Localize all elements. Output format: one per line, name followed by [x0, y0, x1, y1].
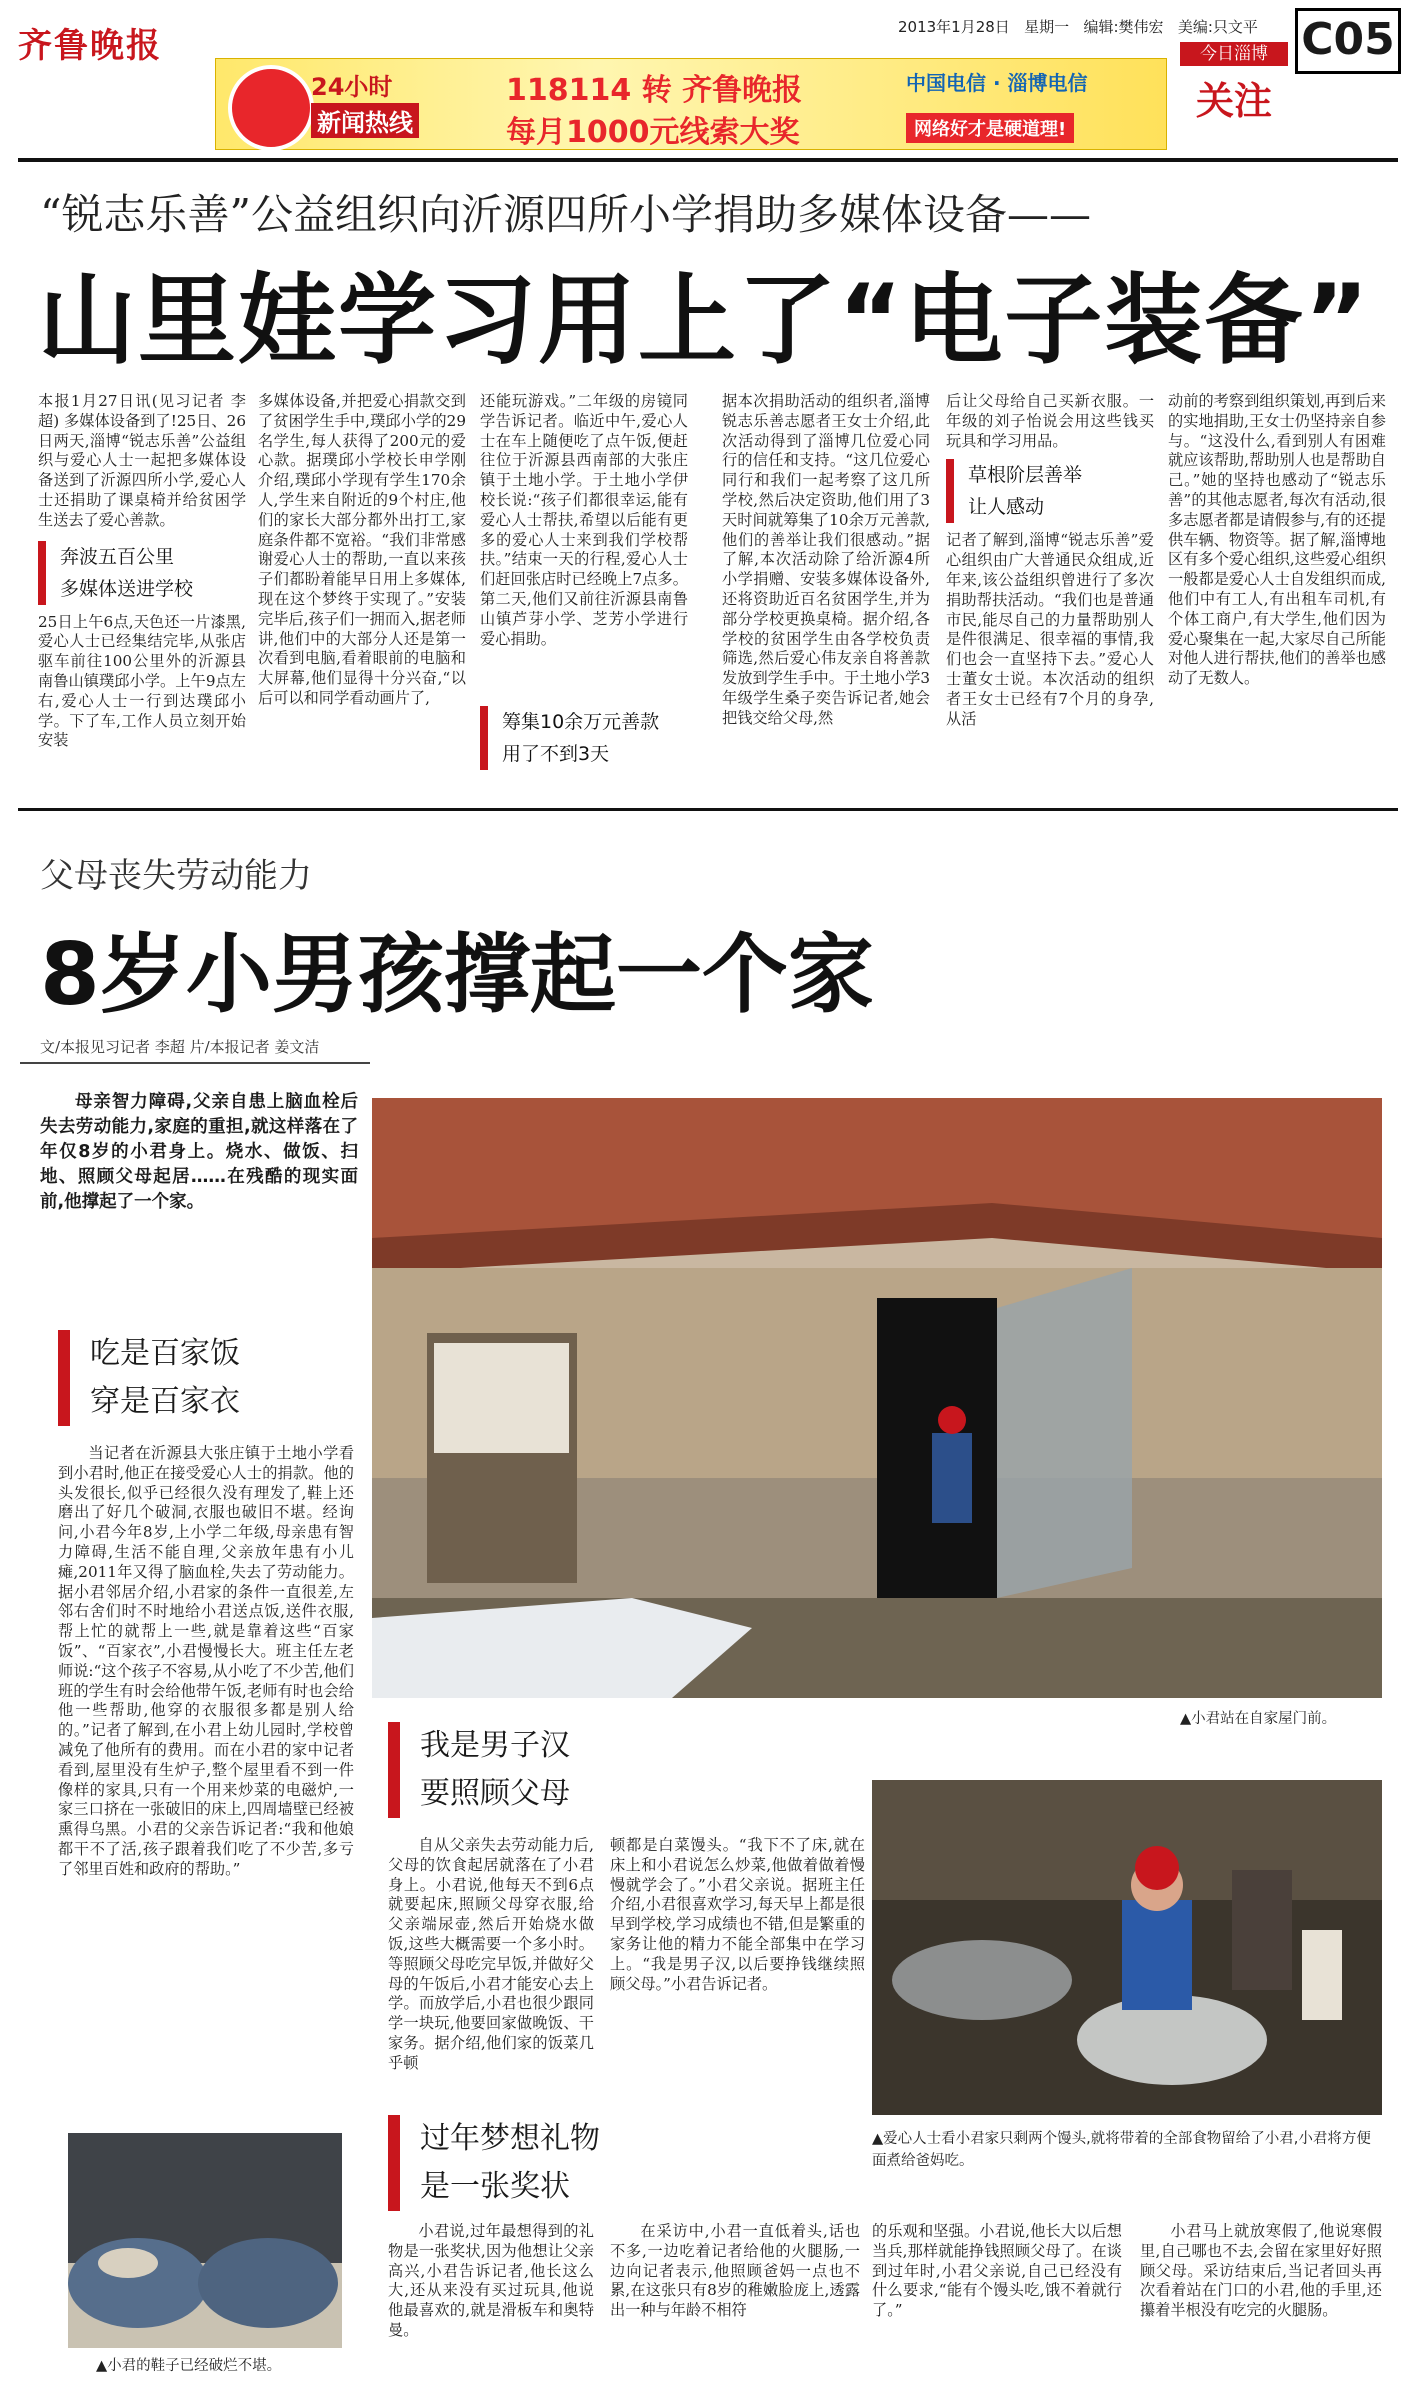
- article2-subhead1-line1: 吃是百家饭: [90, 1336, 240, 1371]
- article1-subhead3-line1: 草根阶层善举: [968, 464, 1083, 487]
- article1-col2: 多媒体设备,并把爱心捐款交到了贫困学生手中,璞邱小学的29名学生,每人获得了200元的爱心款。据璞邱小学校长申学刚介绍,璞邱小学现有学生170余人,学生来自附近的9个村庄,他们的家长大部分都外出打工,家庭条件都不宽裕。“我们非常感谢爱心人士的帮助,一直以来孩子们都盼着能早日用上多媒体,现在这个梦终于实现了。”安装完毕后,孩子们一拥而入,据老师讲,他们中的大部分人还是第一次看到电脑,看着眼前的电脑和大屏幕,他们显得十分兴奋,“以后可以和同学看动画片了,: [258, 392, 466, 707]
- telecom-logo: 中国电信 · 淄博电信: [906, 71, 1088, 95]
- article2-subtitle: 父母丧失劳动能力: [40, 856, 312, 896]
- article1-col3: [480, 392, 688, 770]
- issue-date: 2013年1月28日: [898, 18, 1010, 36]
- article2-subhead1-line2: 穿是百家衣: [90, 1384, 240, 1419]
- article1-col6: 动前的考察到组织策划,再到后来的实地捐助,王女士仍坚持亲自参与。“这没什么,看到别人有困难就应该帮助,帮助别人也是帮助自己。”她的坚持也感动了“锐志乐善”的其他志愿者,每次有活动,很多志愿者都是请假参与,有的还提供车辆、物资等。据了解,淄博地区有多个爱心组织,这些爱心组织一般都是爱心人士自发组织而成,他们中有工人,有出租车司机,有个体工商户,有大学生,他们因为爱心聚集在一起,大家尽自己所能对他人进行帮扶,他们的善举也感动了无数人。: [1168, 392, 1386, 688]
- article2-subhead1: [58, 1330, 340, 1426]
- photo-boy-at-door-illustration: [372, 1098, 1382, 1698]
- column-label: 关注: [1195, 79, 1272, 123]
- banner-prize: 每月1000元线索大奖: [506, 115, 800, 150]
- photo-shoes-caption: ▲小君的鞋子已经破烂不堪。: [96, 2358, 282, 2374]
- article2-headline: 8岁小男孩撑起一个家: [40, 925, 874, 1025]
- photo-boy-caption: ▲小君站在自家屋门前。: [1180, 1711, 1337, 1727]
- page-number: C05: [1295, 8, 1401, 74]
- article2-left-col: 当记者在沂源县大张庄镇于土地小学看到小君时,他正在接受爱心人士的捐款。他的头发很长,似乎已经很久没有理发了,鞋上还磨出了好几个破洞,衣服也破旧不堪。经询问,小君今年8岁,上小学二年级,母亲患有智力障碍,生活不能自理,父亲放年患有小儿瘫,2011年又得了脑血栓,失去了劳动能力。据小君邻居介绍,小君家的条件一直很差,左邻右舍们时不时地给小君送点饭,送件衣服,帮上忙的就帮上一些,就是靠着这些“百家饭”、“百家衣”,小君慢慢长大。班主任左老师说:“这个孩子不容易,从小吃了不少苦,他们班的学生有时会给他带午饭,老师有时也会给他一些帮助,他穿的衣服很多都是别人给的。”记者了解到,在小君上幼儿园时,学校曾减免了他所有的费用。而在小君的家中记者看到,屋里没有生炉子,整个屋里看不到一件像样的家具,只有一个用来炒菜的电磁炉,一家三口挤在一张破旧的床上,四周墙壁已经被熏得乌黑。小君的父亲告诉记者:“我和他娘都干不了活,孩子跟着我们吃了不少苦,多亏了邻里百姓和政府的帮助。”: [58, 1444, 354, 1878]
- article2-subhead2-line2: 要照顾父母: [420, 1776, 570, 1811]
- article2-bottom-col2: 在采访中,小君一直低着头,话也不多,一边吃着记者给他的火腿肠,一边向记者表示,他照顾爸妈一点也不累,在这张只有8岁的稚嫩脸庞上,透露出一种与年龄不相符: [610, 2222, 860, 2320]
- photo-shoes: [68, 2133, 342, 2348]
- article2-subhead3-line2: 是一张奖状: [420, 2169, 570, 2204]
- article2-byline: 文/本报见习记者 李超 片/本报记者 姜文洁: [40, 1038, 320, 1056]
- article2-mid-col1: 自从父亲失去劳动能力后,父母的饮食起居就落在了小君身上。小君说,他每天不到6点就要起床,照顾父母穿衣服,给父亲端尿壶,然后开始烧水做饭,这些大概需要一个多小时。等照顾父母吃完早饭,并做好父母的午饭后,小君才能安心去上学。而放学后,小君也很少跟同学一块玩,他要回家做晚饭、干家务。据介绍,他们家的饭菜几乎顿: [388, 1836, 594, 2072]
- article1-subhead1-line1: 奔波五百公里: [60, 545, 175, 568]
- article1-subhead2-line2: 用了不到3天: [502, 743, 610, 765]
- article2-bottom-col4: 小君马上就放寒假了,他说寒假里,自己哪也不去,会留在家里好好照顾父母。采访结束后,当记者回头再次看着站在门口的小君,他的手里,还攥着半根没有吃完的火腿肠。: [1140, 2222, 1382, 2320]
- article1-subhead3: [946, 459, 1154, 523]
- dateline: [898, 16, 1258, 37]
- article1-subhead2-line1: 筹集10余万元善款: [502, 711, 660, 733]
- issue-weekday: 星期一: [1024, 18, 1070, 36]
- article2-mid-col2: 顿都是白菜馒头。“我下不了床,就在床上和小君说怎么炒菜,他做着做着慢慢就学会了。”小君父亲说。据班主任介绍,小君很喜欢学习,每天早上都是很早到学校,学习成绩也不错,但是繁重的家务让他的精力不能全部集中在学习上。“我是男子汉,以后要挣钱继续照顾父母。”小君告诉记者。: [610, 1836, 865, 1993]
- designer-credit: 美编:只文平: [1177, 18, 1258, 36]
- article1-col5: [946, 392, 1154, 771]
- photo-kitchen-caption: ▲爱心人士看小君家只剩两个馒头,就将带着的全部食物留给了小君,小君将方便面煮给爸妈吃。: [872, 2131, 1371, 2169]
- article1-headline: 山里娃学习用上了“电子装备”: [38, 264, 1371, 378]
- editor-credit: 编辑:樊伟宏: [1083, 18, 1164, 36]
- article1-subhead2: [480, 706, 688, 770]
- newspaper-logo: 齐鲁晚报: [18, 26, 162, 66]
- article1-col5-para2: 记者了解到,淄博“锐志乐善”爱心组织由广大普通民众组成,近年来,该公益组织曾进行了多次捐助帮扶活动。“我们也是普通市民,能尽自己的力量帮助别人是件很满足、很幸福的事情,我们也会一直坚持下去。”爱心人士董女士说。本次活动的组织者王女士已经有7个月的身孕,从活: [946, 531, 1154, 728]
- hotline-banner-ad[interactable]: [215, 58, 1167, 150]
- mid-rule: [18, 808, 1398, 811]
- article1-subhead3-line2: 让人感动: [968, 496, 1045, 519]
- hotline-label-a: 24小时: [311, 73, 393, 101]
- article1-subhead1-line2: 多媒体送进学校: [60, 577, 194, 600]
- photo-kitchen: [872, 1780, 1382, 2115]
- article2-bottom-col3: 的乐观和坚强。小君说,他长大以后想当兵,那样就能挣钱照顾父母了。在谈到过年时,小君父亲说,自己已经没有什么要求,“能有个馒头吃,饿不着就行了。”: [872, 2222, 1122, 2320]
- article2-lead: 母亲智力障碍,父亲自患上脑血栓后失去劳动能力,家庭的重担,就这样落在了年仅8岁的小君身上。烧水、做饭、扫地、照顾父母起居……在残酷的现实面前,他撑起了一个家。: [40, 1092, 358, 1212]
- article1-col5-para1: 后让父母给自己买新衣服。一年级的刘子怡说会用这些钱买玩具和学习用品。: [946, 392, 1154, 450]
- banner-slogan: 网络好才是硬道理!: [906, 113, 1074, 143]
- article1-col3-para1: 还能玩游戏。”二年级的房镜同学告诉记者。临近中午,爱心人士在车上随便吃了点午饭,便赶往位于沂源县西南部的大张庄镇于土地小学。于土地小学伊校长说:“孩子们都很幸运,能有爱心人士帮扶,希望以后能有更多的爱心人士来到我们学校帮扶。”结束一天的行程,爱心人士们赶回张店时已经晚上7点多。第二天,他们又前往沂源县南鲁山镇芦芽小学、芝芳小学进行爱心捐助。: [480, 392, 688, 648]
- byline-rule: [20, 1062, 370, 1064]
- banner-phone: 118114 转 齐鲁晚报: [506, 73, 803, 108]
- photo-boy-at-door: [372, 1098, 1382, 1698]
- article1-col1: [38, 392, 246, 751]
- clock-icon: [228, 65, 314, 151]
- photo-shoes-illustration: [68, 2133, 342, 2348]
- top-rule: [18, 158, 1398, 162]
- photo-kitchen-illustration: [872, 1780, 1382, 2115]
- hotline-label-b: 新闻热线: [311, 103, 419, 138]
- article1-col1-para1: 本报1月27日讯(见习记者 李超) 多媒体设备到了!25日、26日两天,淄博“锐志乐善”公益组织与爱心人士一起把多媒体设备送到了沂源四所小学,爱心人士还捐助了课桌椅并给贫困学生送去了爱心善款。: [38, 392, 246, 529]
- article2-subhead2: [388, 1722, 700, 1818]
- article1-subhead1: [38, 541, 246, 605]
- article1-col4: 据本次捐助活动的组织者,淄博锐志乐善志愿者王女士介绍,此次活动得到了淄博几位爱心同行的信任和支持。“这几位爱心同行和我们一起考察了这几所学校,然后决定资助,他们用了3天时间就筹集了10余万元善款,他们的善举让我们很感动。”据了解,本次活动除了给沂源4所小学捐赠、安装多媒体设备外,还将资助近百名贫困学生,并为部分学校更换桌椅。据介绍,各学校的贫困学生由各学校负责筛选,然后爱心伟友亲自将善款发放到学生手中。于土地小学3年级学生桑子奕告诉记者,她会把钱交给父母,然: [722, 392, 930, 727]
- article1-col1-para2: 25日上午6点,天色还一片漆黑,爱心人士已经集结完毕,从张店驱车前往100公里外的沂源县南鲁山镇璞邱小学。上午9点左右,爱心人士一行到达璞邱小学。下了车,工作人员立刻开始安装: [38, 612, 246, 750]
- article2-subhead2-line1: 我是男子汉: [420, 1728, 570, 1763]
- article2-bottom-col1: 小君说,过年最想得到的礼物是一张奖状,因为他想让父亲高兴,小君告诉记者,他长这么大,还从来没有买过玩具,他说他最喜欢的,就是滑板车和奥特曼。: [388, 2222, 594, 2339]
- section-label: 今日淄博: [1180, 42, 1288, 66]
- article2-subhead3-line1: 过年梦想礼物: [420, 2121, 600, 2156]
- article1-subtitle: “锐志乐善”公益组织向沂源四所小学捐助多媒体设备——: [40, 190, 1091, 239]
- article2-subhead3: [388, 2115, 700, 2211]
